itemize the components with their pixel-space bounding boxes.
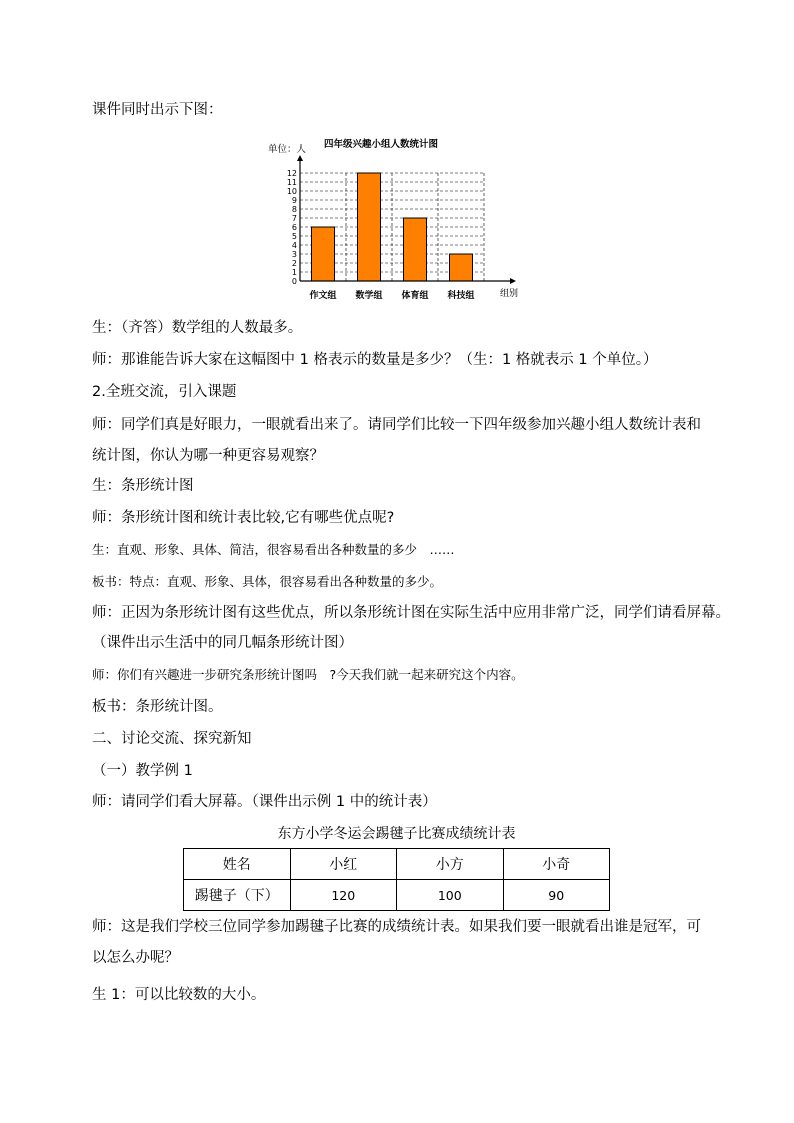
x-tick-label: 科技组 bbox=[447, 291, 475, 301]
y-tick-label: 6 bbox=[291, 223, 297, 232]
text-line-4: 师：同学们真是好眼力，一眼就看出来了。请同学们比较一下四年级参加兴趣小组人数统计表和统计图，你认为哪一种更容易观察？ bbox=[92, 417, 701, 464]
bar-1 bbox=[312, 227, 335, 281]
y-tick-label: 12 bbox=[286, 169, 297, 178]
table-title: 东方小学冬运会踢毽子比赛成绩统计表 bbox=[277, 826, 516, 842]
text-line-8: 板书：特点：直观、形象、具体，很容易看出各种数量的多少。 bbox=[92, 574, 443, 589]
table-header-row bbox=[184, 849, 610, 880]
text-line-5: 生：条形统计图 bbox=[92, 478, 194, 494]
chart-x-axis-title: 组别 bbox=[500, 289, 519, 299]
subsection-heading: （一）教学例 1 bbox=[92, 763, 193, 779]
table-row bbox=[184, 880, 610, 911]
x-tick-label: 体育组 bbox=[401, 291, 429, 301]
table-cell: 120 bbox=[290, 880, 397, 911]
y-tick-label: 2 bbox=[291, 259, 297, 268]
text-line-16: 师：这是我们学校三位同学参加踢毽子比赛的成绩统计表。如果我们要一眼就看出谁是冠军，可以怎么办呢？ bbox=[92, 919, 701, 966]
y-tick-label: 10 bbox=[286, 187, 297, 196]
text-line-1: 生：（齐答）数学组的人数最多。 bbox=[92, 320, 303, 336]
y-tick-label: 1 bbox=[291, 268, 297, 277]
text-line-10: （课件出示生活中的同几幅条形统计图） bbox=[92, 635, 353, 651]
y-tick-label: 5 bbox=[291, 232, 297, 241]
y-tick-label: 8 bbox=[291, 205, 297, 214]
text-line-11: 师：你们有兴趣进一步研究条形统计图吗 ?今天我们就一起来研究这个内容。 bbox=[92, 667, 524, 682]
text-line-2: 师：那谁能告诉大家在这幅图中 1 格表示的数量是多少？（生：1 格就表示 1 个单位。） bbox=[92, 352, 658, 368]
text-line-3: 2.全班交流，引入课题 bbox=[92, 384, 237, 400]
x-tick-label: 作文组 bbox=[309, 291, 337, 301]
y-tick-label: 7 bbox=[291, 214, 297, 223]
chart-title: 四年级兴趣小组人数统计图 bbox=[324, 139, 439, 150]
table-cell: 100 bbox=[397, 880, 504, 911]
bar-3 bbox=[404, 218, 427, 281]
y-tick-label: 11 bbox=[286, 178, 297, 187]
text-line-15: 师：请同学们看大屏幕。（课件出示例 1 中的统计表） bbox=[92, 794, 437, 810]
bar-4 bbox=[450, 254, 473, 281]
y-tick-label: 4 bbox=[291, 241, 297, 250]
bar-chart bbox=[262, 136, 542, 304]
bar-chart-svg bbox=[262, 136, 542, 304]
y-tick-label: 3 bbox=[291, 250, 297, 259]
text-line-7: 生：直观、形象、具体、简洁，很容易看出各种数量的多少 …… bbox=[92, 542, 455, 557]
text-line-17: 生 1：可以比较数的大小。 bbox=[92, 987, 266, 1003]
section-heading: 二、讨论交流、探究新知 bbox=[92, 731, 252, 747]
y-axis-arrow bbox=[297, 155, 303, 161]
text-line-9: 师：正因为条形统计图有这些优点，所以条形统计图在实际生活中应用非常广泛，同学们请看屏幕。 bbox=[92, 605, 730, 621]
chart-unit-label: 单位：人 bbox=[268, 144, 307, 155]
x-axis-arrow bbox=[510, 278, 516, 284]
text-line-12: 板书：条形统计图。 bbox=[92, 699, 223, 715]
table-header-cell: 小方 bbox=[397, 849, 504, 880]
table-header-cell: 小红 bbox=[290, 849, 397, 880]
x-tick-label: 数学组 bbox=[355, 291, 383, 301]
table-header-cell: 小奇 bbox=[503, 849, 610, 880]
score-table bbox=[183, 848, 610, 911]
y-tick-label: 0 bbox=[291, 277, 297, 286]
table-header-cell: 姓名 bbox=[184, 849, 291, 880]
table-cell: 90 bbox=[503, 880, 610, 911]
text-line-6: 师：条形统计图和统计表比较,它有哪些优点呢? bbox=[92, 510, 395, 526]
bar-2 bbox=[358, 173, 381, 281]
intro-text: 课件同时出示下图： bbox=[92, 102, 223, 118]
y-tick-label: 9 bbox=[291, 196, 297, 205]
table-cell: 踢毽子（下） bbox=[184, 880, 291, 911]
